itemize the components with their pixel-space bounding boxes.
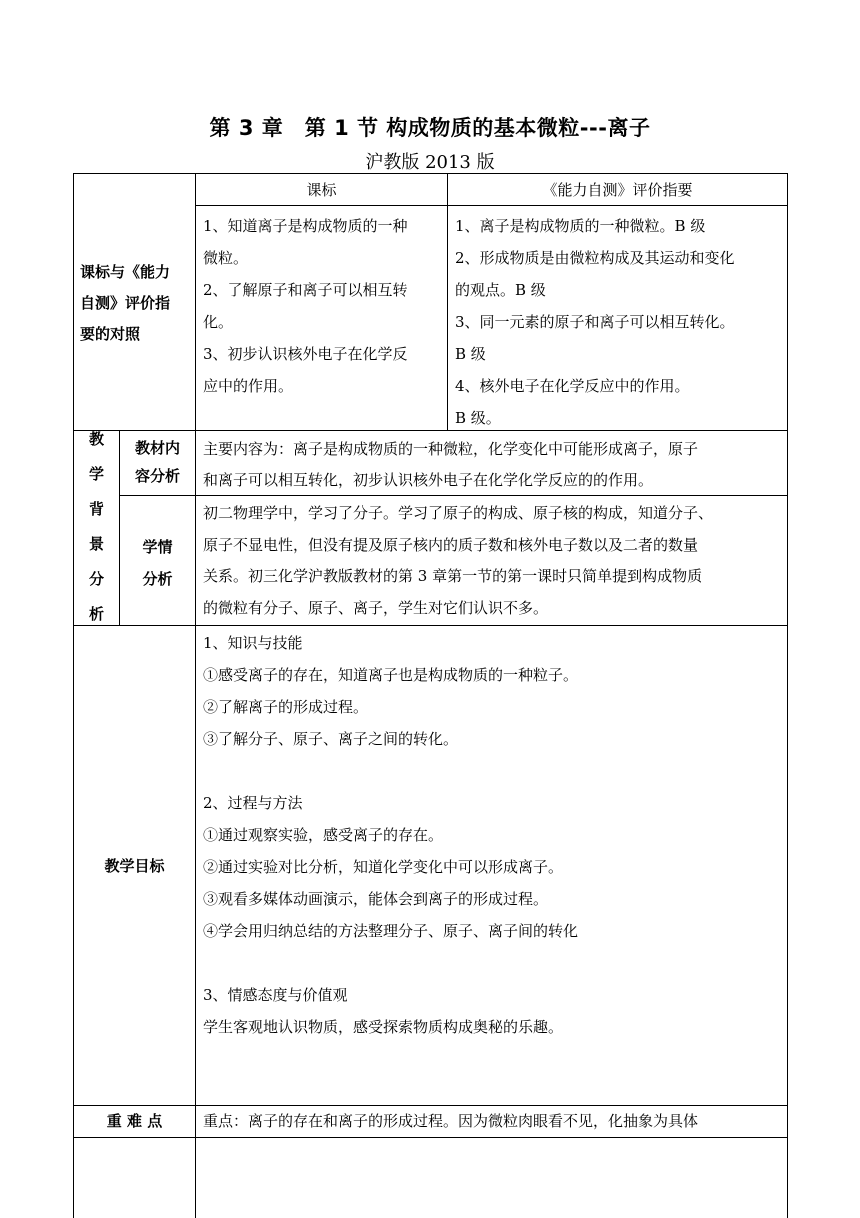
textbook-analysis-label: 教材内 容分析	[134, 439, 180, 485]
page-title: 第 3 章 第 1 节 构成物质的基本微粒---离子	[209, 116, 651, 140]
textbook-analysis-content: 主要内容为：离子是构成物质的一种微粒，化学变化中可能形成离子，原子 和离子可以相互转化，初步认识核外电子在化学化学反应的的作用。	[203, 440, 699, 489]
col-header-evaluation: 《能力自测》评价指要	[542, 181, 693, 199]
background-label: 教 学 背 景 分 析	[88, 430, 104, 623]
evaluation-content: 1、离子是构成物质的一种微粒。B 级 2、形成物质是由微粒构成及其运动和变化 的观点。B 级 3、同一元素的原子和离子可以相互转化。 B 级 4、核外电子在化学反应中的作用。 B 级。	[455, 217, 735, 427]
key-points-label: 重 难 点	[106, 1112, 163, 1130]
key-points-content: 重点：离子的存在和离子的形成过程。因为微粒肉眼看不见，化抽象为具体	[203, 1112, 699, 1130]
compare-label: 课标与《能力 自测》评价指 要的对照	[80, 263, 171, 343]
page-subtitle: 沪教版 2013 版	[365, 152, 495, 173]
standard-content: 1、知道离子是构成物质的一种 微粒。 2、了解原子和离子可以相互转 化。 3、初步认识核外电子在化学反 应中的作用。	[203, 217, 408, 395]
student-analysis-content: 初二物理学中，学习了分子。学习了原子的构成、原子核的构成，知道分子、 原子不显电性，但没有提及原子核内的质子数和核外电子数以及二者的数量 关系。初三化学沪教版教材的第 3 章第一节的第一课时只简单提到构成物质 的微粒有分子、原子、离子，学生对它们认识不多。	[203, 504, 714, 617]
goals-content: 1、知识与技能 ①感受离子的存在，知道离子也是构成物质的一种粒子。 ②了解离子的形成过程。 ③了解分子、原子、离子之间的转化。 2、过程与方法 ①通过观察实验，感受离子的存在。 ②通过实验对比分析，知道化学变化中可以形成离子。 ③观看多媒体动画演示，能体会到离子的形成过程。 ④学会用归纳总结的方法整理分子、原子、离子间的转化 3、情感态度与价值观 学生客观地认识物质，感受探索物质构成奥秘的乐趣。	[203, 634, 579, 1036]
goals-label: 教学目标	[104, 857, 165, 875]
student-analysis-label: 学情 分析	[142, 538, 173, 588]
col-header-standard: 课标	[306, 181, 337, 199]
